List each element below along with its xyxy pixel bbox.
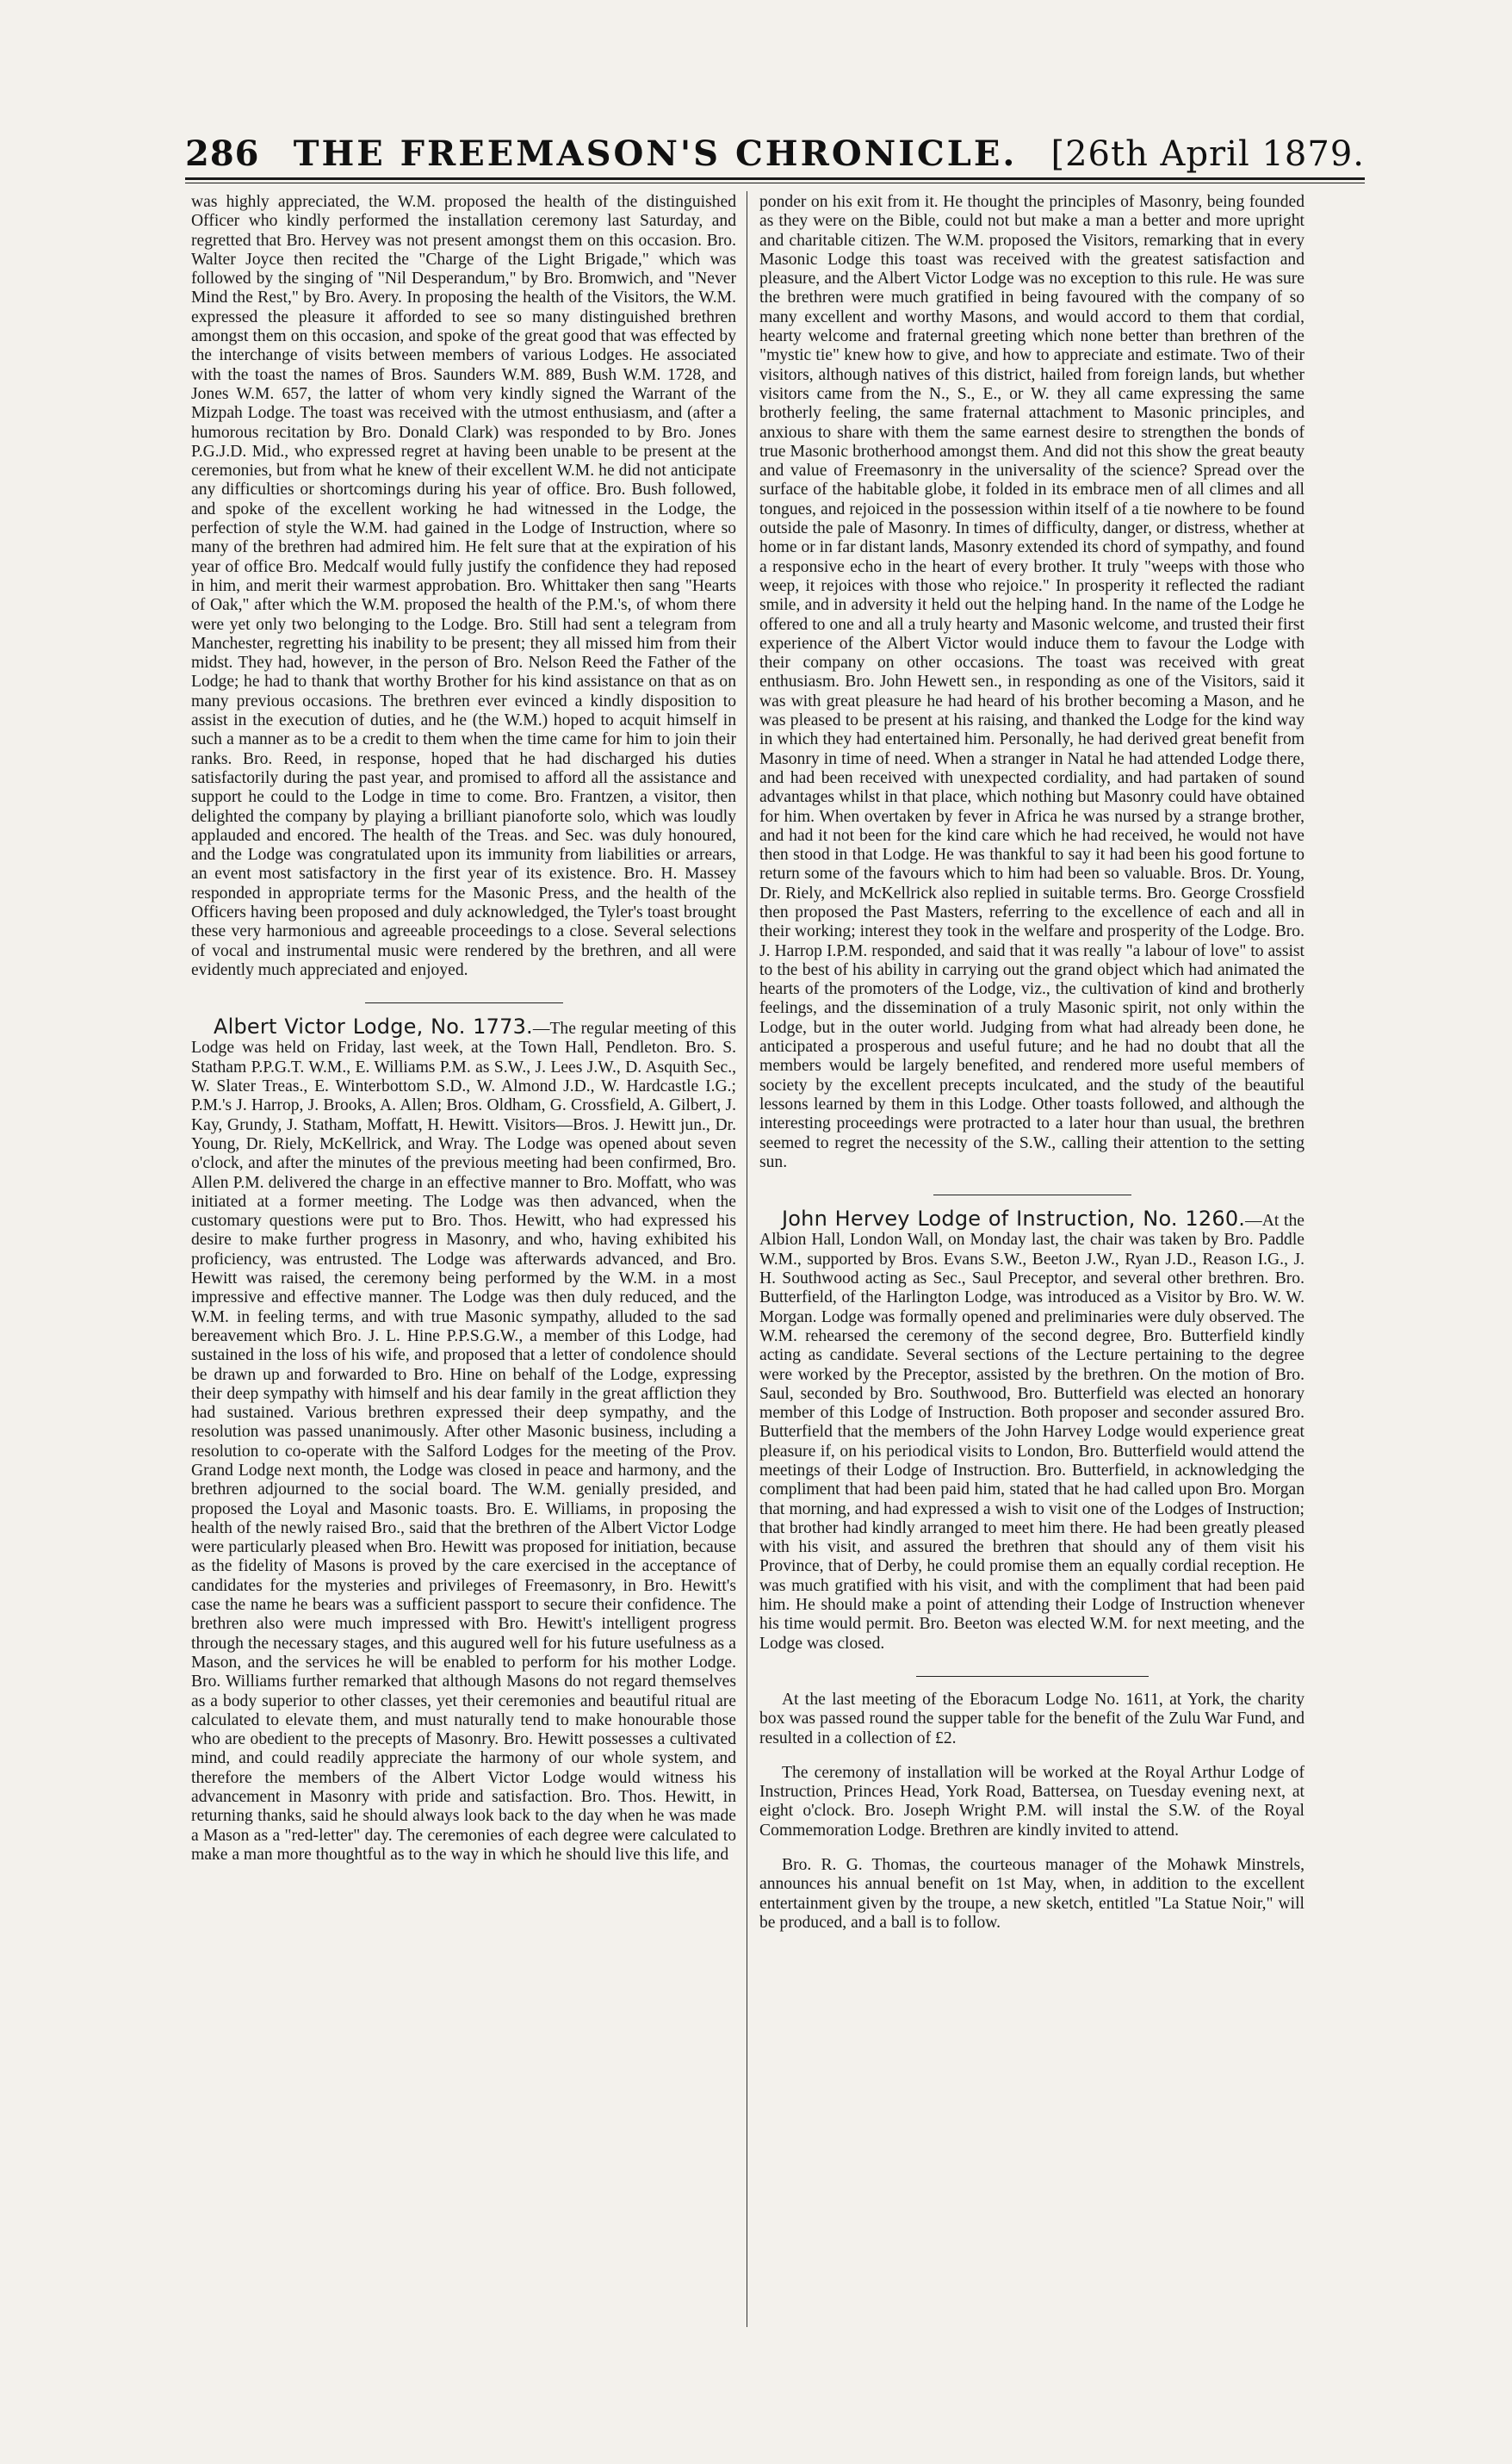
mohawk-minstrels-note: Bro. R. G. Thomas, the courteous manager of the Mohawk Minstrels, announces his annual benefit on 1st May, when, in addition to the excellent entertainment given by the troupe, a new sketch, entitled "La Statue Noir," will be produced, and a ball is to follow. [759, 1856, 1304, 1932]
left-column [191, 193, 736, 1865]
eboracum-note: At the last meeting of the Eboracum Lodge No. 1611, at York, the charity box was passed round the supper table for the benefit of the Zulu War Fund, and resulted in a collection of £2. [759, 1690, 1304, 1747]
installation-note: The ceremony of installation will be worked at the Royal Arthur Lodge of Instruction, Princes Head, York Road, Battersea, on Tuesday evening next, at eight o'clock. Bro. Joseph Wright P.M. will instal the S.W. of the Royal Commemoration Lodge. Brethren are kindly invited to attend. [759, 1763, 1304, 1840]
masthead-title: THE FREEMASON'S CHRONICLE. [293, 133, 1018, 174]
john-hervey-body: —At the Albion Hall, London Wall, on Monday last, the chair was taken by Bro. Paddle W.M., supported by Bros. Evans S.W., Beeton J.W., Ryan J.D., Reason I.G., J. H. Southwood acting as Sec., Saul Preceptor, and several other brethren. Bro. Butterfield, of the Harlington Lodge, was introduced as a Visitor by Bro. W. W. Morgan. Lodge was formally opened and preliminaries were duly observed. The W.M. rehearsed the ceremony of the second degree, Bro. Butterfield kindly acting as candidate. Several sections of the Lecture pertaining to the degree were worked by the Preceptor, assisted by the brethren. On the motion of Bro. Saul, seconded by Bro. Southwood, Bro. Butterfield was elected an honorary member of this Lodge of Instruction. Both proposer and seconder assured Bro. Butterfield that the members of the John Harvey Lodge would experience great pleasure if, on his periodical visits to London, Bro. Butterfield would attend the meetings of their Lodge of Instruction. Bro. Butterfield, in acknowledging the compliment that had been paid him, stated that he had called upon Bro. Morgan that morning, and had expressed a wish to visit one of the Lodges of Instruction; that brother had kindly arranged to meet him there. He had been greatly pleased with his visit, and assured the brethren that should any of them visit his Province, that of Derby, he could promise them an equally cordial reception. He was much gratified with his visit, and with the compliment that had been paid him. He should make a point of attending their Lodge of Instruction whenever his time would permit. Bro. Beeton was elected W.M. for next meeting, and the Lodge was closed. [759, 1212, 1304, 1653]
section-divider [365, 1002, 563, 1003]
albert-victor-heading: Albert Victor Lodge, No. 1773. [214, 1015, 533, 1040]
albert-victor-article [191, 1017, 736, 1865]
header-rule [185, 177, 1365, 180]
section-divider [916, 1676, 1149, 1677]
right-column [759, 193, 1304, 1933]
john-hervey-article [759, 1209, 1304, 1654]
albert-victor-continued: ponder on his exit from it. He thought the principles of Masonry, being founded as they were on the Bible, could not but make a man a better and more upright and charitable citizen. The W.M. proposed the Visitors, remarking that in every Masonic Lodge this toast was received with the greatest satisfaction and pleasure, and the Albert Victor Lodge was no exception to this rule. He was sure the brethren were much gratified in being favoured with the company of so many excellent and worthy Masons, and would accord to them that cordial, hearty welcome and fraternal greeting which none better than brethren of the "mystic tie" knew how to give, and how to appreciate and estimate. Two of their visitors, although natives of this district, hailed from foreign lands, but whether visitors came from the N., S., E., or W. they all came expressing the same brotherly feeling, the same fraternal attachment to Masonic principles, and anxious to share with them the same earnest desire to strengthen the bonds of true Masonic brotherhood amongst them. And did not this show the great beauty and value of Freemasonry in the universality of the science? Spread over the surface of the habitable globe, it folded in its embrace men of all climes and all tongues, and rejoiced in the possession within itself of a tie nowhere to be found outside the pale of Masonry. In times of difficulty, danger, or distress, whether at home or in far distant lands, Masonry extended its chord of sympathy, and found a responsive echo in the heart of every brother. It truly "weeps with those who weep, it rejoices with those who rejoice." In prosperity it reflected the radiant smile, and in adversity it held out the helping hand. In the name of the Lodge he offered to one and all a truly hearty and Masonic welcome, and trusted their first experience of the Albert Victor would induce them to favour the Lodge with their company on other occasions. The toast was received with great enthusiasm. Bro. John Hewett sen., in responding as one of the Visitors, said it was with great pleasure he had heard of his brother becoming a Mason, and he was pleased to be present at his raising, and thanked the Lodge for the kind way in which they had entertained him. Personally, he had derived great benefit from Masonry in time of need. When a stranger in Natal he had attended Lodge there, and had been received with unexpected cordiality, and had partaken of sound advantages whilst in that place, which nothing but Masonry could have obtained for him. When overtaken by fever in Africa he was nursed by a strange brother, and had it not been for the kind care which he had received, he would not have then stood in that Lodge. He was thankful to say it had been his good fortune to return some of the favours which to him had been so valuable. Bros. Dr. Young, Dr. Riely, and McKellrick also replied in suitable terms. Bro. George Crossfield then proposed the Past Masters, referring to the excellence of each and all in their working; interest they took in the welfare and prosperity of the Lodge. Bro. J. Harrop I.P.M. responded, and said that it was really "a labour of love" to assist to the best of his ability in carrying out the grand object which had animated the hearts of the promoters of the Lodge, viz., the cultivation of kind and brotherly feelings, and the dissemination of a truly Masonic spirit, not only within the Lodge, but in the outer world. Judging from what had already been done, he anticipated a prosperous and useful future; and he had no doubt that all the members would be largely benefited, and rendered more useful members of society by the excellent precepts inculcated, and the study of the beautiful lessons learned by them in this Lodge. Other toasts followed, and although the interesting proceedings were protracted to a later hour than usual, the brethren seemed to regret the necessity of the S.W., calling their attention to the setting sun. [759, 193, 1304, 1171]
john-hervey-heading: John Hervey Lodge of Instruction, No. 1260. [782, 1207, 1246, 1232]
albert-victor-body: —The regular meeting of this Lodge was held on Friday, last week, at the Town Hall, Pendleton. Bro. S. Statham P.P.G.T. W.M., E. Williams P.M. as S.W., J. Lees J.W., D. Asquith Sec., W. Slater Treas., E. Winterbottom S.D., W. Almond J.D., W. Hardcastle I.G.; P.M.'s J. Harrop, J. Brooks, A. Allen; Bros. Oldham, G. Crossfield, A. Gilbert, J. Kay, Grundy, J. Statham, Moffatt, H. Hewitt. Visitors—Bros. J. Hewitt jun., Dr. Young, Dr. Riely, McKellrick, and Wray. The Lodge was opened about seven o'clock, and after the minutes of the previous meeting had been confirmed, Bro. Allen P.M. delivered the charge in an effective manner to Bro. Moffatt, who was initiated at a former meeting. The Lodge was then advanced, when the customary questions were put to Bro. Thos. Hewitt, who had expressed his desire to make further progress in Masonry, and who, having exhibited his proficiency, was entrusted. The Lodge was afterwards advanced, and Bro. Hewitt was raised, the ceremony being performed by the W.M. in a most impressive and effective manner. The Lodge was then duly reduced, and the W.M. in feeling terms, and with true Masonic sympathy, alluded to the sad bereavement which Bro. J. L. Hine P.P.S.G.W., a member of this Lodge, had sustained in the loss of his wife, and proposed that a letter of condolence should be drawn up and forwarded to Bro. Hine on behalf of the Lodge, expressing their deep sympathy with himself and his dear family in the great affliction they had sustained. Various brethren expressed their deep sympathy, and the resolution was passed unanimously. After other Masonic business, including a resolution to co-operate with the Salford Lodges for the meeting of the Prov. Grand Lodge next month, the Lodge was closed in peace and harmony, and the brethren adjourned to the social board. The W.M. genially presided, and proposed the Loyal and Masonic toasts. Bro. E. Williams, in proposing the health of the newly raised Bro., said that the brethren of the Albert Victor Lodge were particularly pleased when Bro. Hewitt was proposed for initiation, because as the fidelity of Masons is proved by the care exercised in the acceptance of candidates for the mysteries and privileges of Freemasonry, in Bro. Hewitt's case the name he bears was a sufficient passport to secure their confidence. The brethren also were much impressed with Bro. Hewitt's intelligent progress through the necessary stages, and this augured well for his future usefulness as a Mason, and the services he will be enabled to perform for his mother Lodge. Bro. Williams further remarked that although Masons do not regard themselves as a body superior to other classes, yet their ceremonies and beautiful ritual are calculated to elevate them, and must naturally tend to make honourable those who are obedient to the precepts of Masonry. Bro. Hewitt possesses a cultivated mind, and could readily appreciate the harmony of our whole system, and therefore the members of the Albert Victor Lodge would witness his advancement in Masonry with pride and satisfaction. Bro. Thos. Hewitt, in returning thanks, said he should always look back to the day when he was made a Mason as a "red-letter" day. The ceremonies of each degree were calculated to make a man more thoughtful as to the way in which he should live this life, and [191, 1020, 736, 1864]
page-header [185, 129, 1365, 174]
issue-date: [26th April 1879. [1050, 134, 1365, 174]
page-number: 286 [185, 133, 260, 174]
mizpah-report-continued: was highly appreciated, the W.M. proposed the health of the distinguished Officer who kindly performed the installation ceremony last Saturday, and regretted that Bro. Hervey was not present amongst them on this occasion. Bro. Walter Joyce then recited the "Charge of the Light Brigade," which was followed by the singing of "Nil Desperandum," by Bro. Bromwich, and "Never Mind the Rest," by Bro. Avery. In proposing the health of the Visitors, the W.M. expressed the pleasure it afforded to see so many distinguished brethren amongst them on this occasion, and spoke of the great good that was effected by the interchange of visits between members of various Lodges. He associated with the toast the names of Bros. Saunders W.M. 889, Bush W.M. 1728, and Jones W.M. 657, the latter of whom very kindly signed the Warrant of the Mizpah Lodge. The toast was received with the utmost enthusiasm, and (after a humorous recitation by Bro. Donald Clark) was responded to by Bro. Jones P.G.J.D. Mid., who expressed regret at having been unable to be present at the ceremonies, but from what he knew of their excellent W.M. he did not anticipate any difficulties or shortcomings during his year of office. Bro. Bush followed, and spoke of the excellent working he had witnessed in the Lodge, the perfection of style the W.M. had gained in the Lodge of Instruction, where so many of the brethren had admired him. He felt sure that at the expiration of his year of office Bro. Medcalf would fully justify the confidence they had reposed in him, and merit their warmest approbation. Bro. Whittaker then sang "Hearts of Oak," after which the W.M. proposed the health of the P.M.'s, of whom there were yet only two belonging to the Lodge. Bro. Still had sent a telegram from Manchester, regretting his inability to be present; they all missed him from their midst. They had, however, in the person of Bro. Nelson Reed the Father of the Lodge; he had to thank that worthy Brother for his kind assistance on that as on many previous occasions. The brethren ever evinced a kindly disposition to assist in the execution of duties, and he (the W.M.) hoped to acquit himself in such a manner as to be a credit to them when the time came for him to join their ranks. Bro. Reed, in response, hoped that he had discharged his duties satisfactorily during the past year, and promised to afford all the assistance and support he could to the Lodge in time to come. Bro. Frantzen, a visitor, then delighted the company by playing a brilliant pianoforte solo, which was loudly applauded and encored. The health of the Treas. and Sec. was duly honoured, and the Lodge was congratulated upon its immunity from liabilities or arrears, an event most satisfactory in the first year of its existence. Bro. H. Massey responded in appropriate terms for the Masonic Press, and the health of the Officers having been proposed and duly acknowledged, the Tyler's toast brought these very harmonious and agreeable proceedings to a close. Several selections of vocal and instrumental music were rendered by the brethren, and all were evidently much appreciated and enjoyed. [191, 193, 736, 979]
